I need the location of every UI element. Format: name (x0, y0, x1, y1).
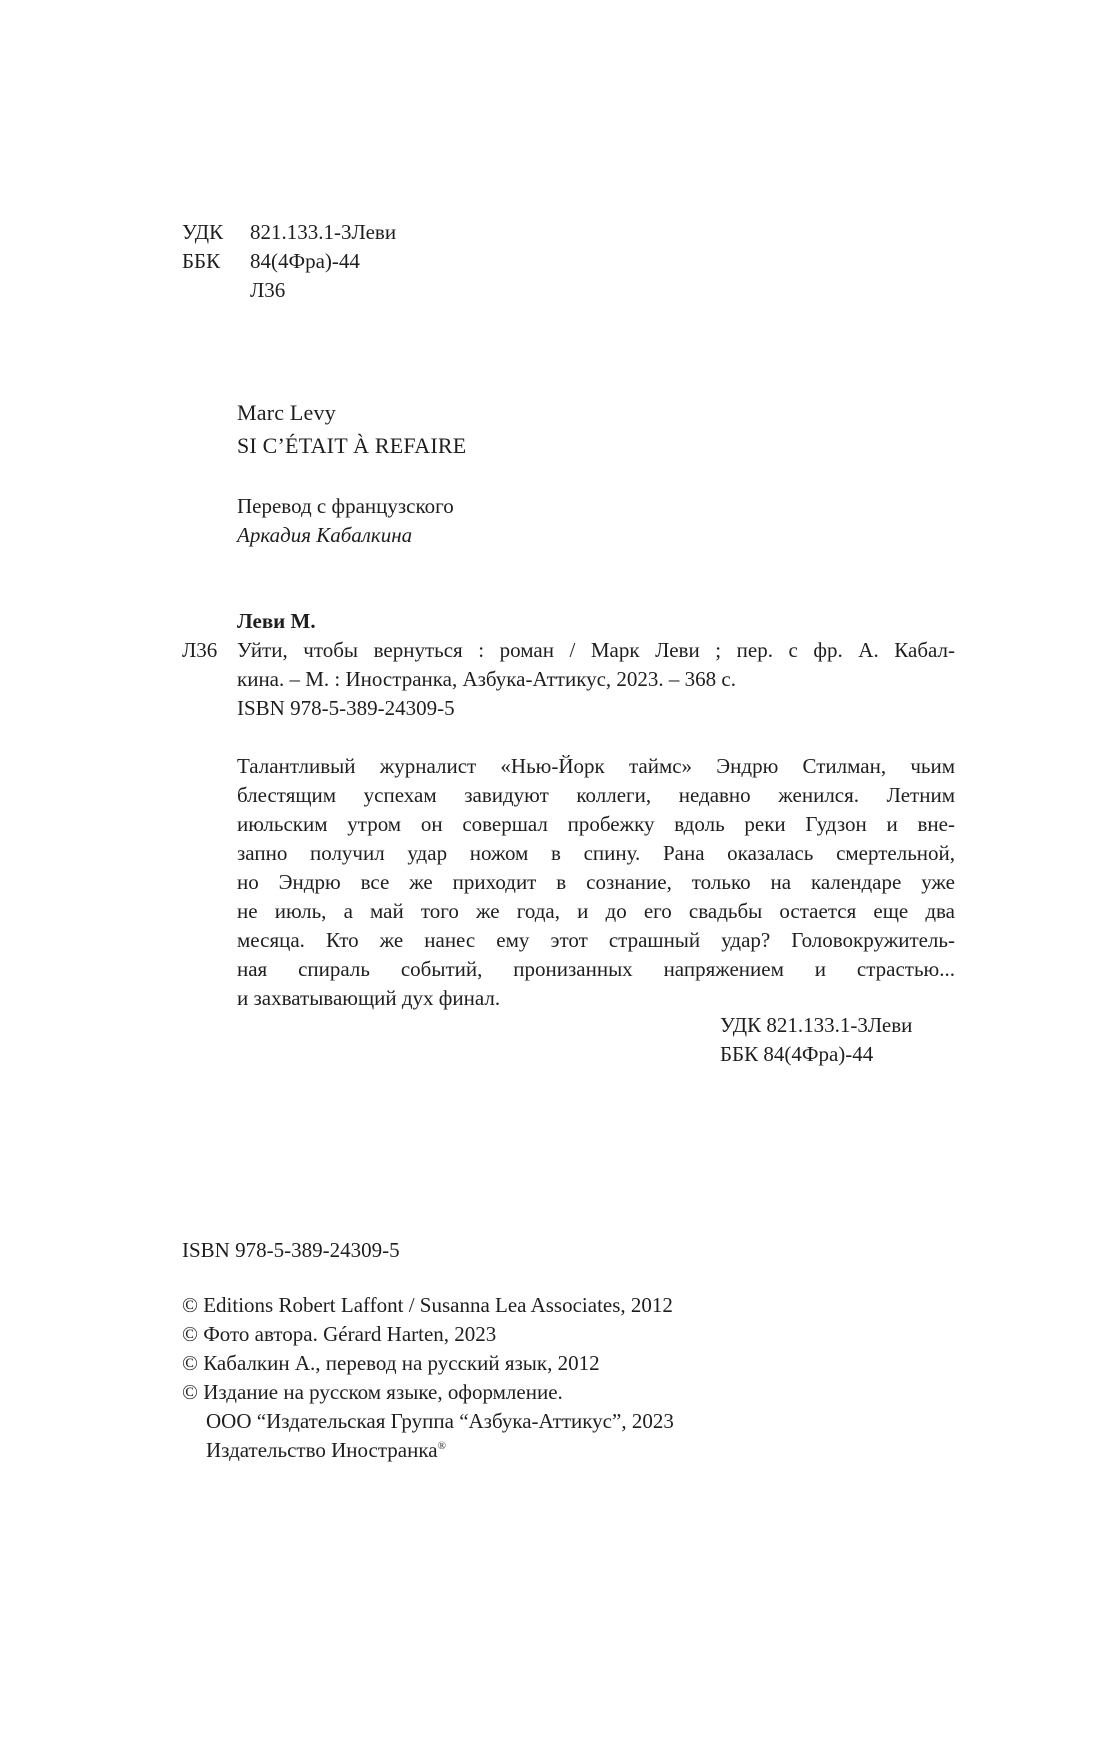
publisher-imprint (206, 1436, 446, 1465)
annotation-line: Талантливый журналист «Нью-Йорк таймс» Эндрю Стилман, чьим (237, 754, 955, 778)
catalog-isbn: ISBN 978-5-389-24309-5 (237, 696, 455, 720)
translator-name: Аркадия Кабалкина (237, 523, 413, 547)
annotation-line: и захватывающий дух финал. (237, 986, 501, 1010)
udk-label: УДК (182, 220, 224, 244)
copyright-line: © Editions Robert Laffont / Susanna Lea Associates, 2012 (182, 1293, 673, 1317)
catalog-author: Леви М. (237, 609, 316, 633)
annotation-line: но Эндрю все же приходит в сознание, только на календаре уже (237, 870, 955, 894)
isbn: ISBN 978-5-389-24309-5 (182, 1238, 400, 1262)
registered-mark: ® (437, 1440, 446, 1452)
annotation-bbk: ББК 84(4Фра)-44 (720, 1042, 874, 1066)
translation-note: Перевод с французского (237, 494, 454, 518)
original-author: Marc Levy (237, 400, 336, 425)
catalog-mark: Л36 (182, 638, 218, 662)
annotation-line: месяца. Кто же нанес ему этот страшный удар? Головокружитель- (237, 928, 955, 952)
publisher-line: ООО “Издательская Группа “Азбука-Аттикус”, 2023 (206, 1409, 674, 1433)
bbk-value: 84(4Фра)-44 (250, 249, 360, 273)
original-title: SI C’ÉTAIT À REFAIRE (237, 433, 467, 458)
annotation-udk: УДК 821.133.1-3Леви (720, 1013, 913, 1037)
udk-value: 821.133.1-3Леви (250, 220, 397, 244)
copyright-line: © Кабалкин А., перевод на русский язык, 2012 (182, 1351, 600, 1375)
author-mark: Л36 (250, 278, 286, 302)
publisher-imprint-name: Издательство Иностранка (206, 1438, 438, 1462)
catalog-line: кина. – М. : Иностранка, Азбука-Аттикус, 2023. – 368 с. (237, 667, 737, 691)
copyright-line: © Издание на русском языке, оформление. (182, 1380, 563, 1404)
annotation-line: ная спираль событий, пронизанных напряжением и страстью... (237, 957, 955, 981)
annotation-line: июльским утром он совершал пробежку вдоль реки Гудзон и вне- (237, 812, 955, 836)
copyright-line: © Фото автора. Gérard Harten, 2023 (182, 1322, 497, 1346)
annotation-line: не июль, а май того же года, и до его свадьбы остается еще два (237, 899, 955, 923)
annotation-line: запно получил удар ножом в спину. Рана оказалась смертельной, (237, 841, 955, 865)
annotation-line: блестящим успехам завидуют коллеги, недавно женился. Летним (237, 783, 955, 807)
bbk-label: ББК (182, 249, 221, 273)
catalog-line: Уйти, чтобы вернуться : роман / Марк Леви ; пер. с фр. А. Кабал- (237, 638, 955, 662)
